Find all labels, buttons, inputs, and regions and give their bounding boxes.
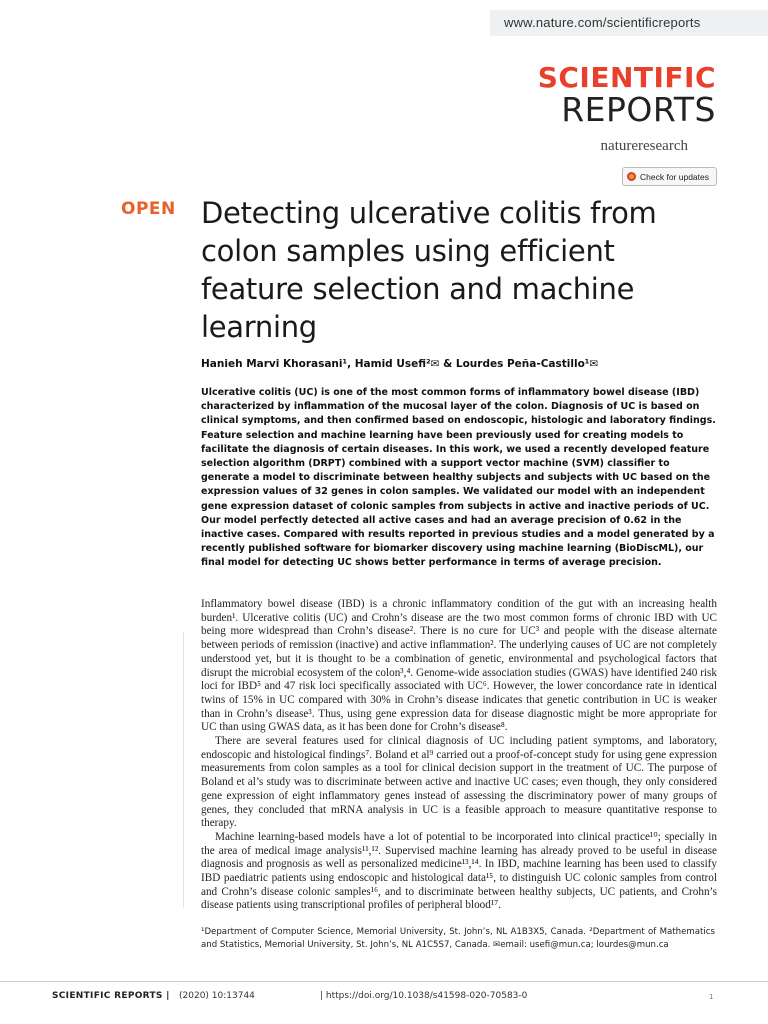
open-access-label: OPEN (121, 199, 176, 219)
abstract: Ulcerative colitis (UC) is one of the most common forms of inflammatory bowel disease (IBD) characterized by inflammation of the mucosal layer of the colon. Diagnosis of UC is based on clinical symptoms, and then confirmed based on endoscopic, histologic and laboratory findings. Feature selection and machine learning have been previously used for creating models to facilitate the diagnosis of certain diseases. In this work, we used a recently developed feature selection algorithm (DRPT) combined with a support vector machine (SVM) classifier to generate a model to discriminate between healthy subjects and subjects with UC based on the expression values of 32 genes in colon samples. We validated our model with an independent gene expression dataset of colonic samples from subjects in active and inactive periods of UC. Our model perfectly detected all active cases and had an average precision of 0.62 in the inactive cases. Compared with results reported in previous studies and a model generated by a recently published software for biomarker discovery using machine learning (BioDiscML), our final model for detecting UC shows better performance in terms of average precision. (201, 387, 716, 569)
footer-doi-link[interactable]: | https://doi.org/10.1038/s41598-020-70583-0 (320, 991, 528, 1001)
journal-logo (537, 61, 716, 129)
publisher-name-b: research (638, 138, 688, 154)
margin-divider (183, 632, 184, 908)
affiliations: ¹Department of Computer Science, Memorial University, St. John’s, NL A1B3X5, Canada. ²Department of Mathematics and Statistics, Memorial University, St. John’s, NL A1C5S7, Canada. ✉email: usefi@mun.ca; lourdes@mun.ca (201, 927, 715, 950)
page-number: 1 (709, 993, 714, 1001)
author-list: Hanieh Marvi Khorasani¹, Hamid Usefi²✉ & Lourdes Peña-Castillo¹✉ (201, 358, 599, 370)
footer-citation: (2020) 10:13744 (179, 991, 255, 1001)
journal-logo-line2: REPORTS (561, 90, 716, 129)
check-for-updates-label: Check for updates (640, 171, 709, 182)
paragraph: Machine learning-based models have a lot of potential to be incorporated into clinical practice¹⁰; specially in the area of medical image analysis¹¹,¹². Supervised machine learning has already proved to be useful in disease diagnosis and prognosis as well as personalized medicine¹³,¹⁴. In IBD, machine learning has been used to classify IBD paediatric patients using endoscopic and histological data¹⁵, to distinguish UC colonic samples from control and Crohn’s disease colonic samples¹⁶, and to discriminate between healthy subjects, UC patients, and Crohn’s disease patients using transcriptional profiles of peripheral blood¹⁷. (201, 830, 717, 912)
check-for-updates-button[interactable] (622, 167, 717, 186)
footer-journal: SCIENTIFIC REPORTS | (52, 991, 170, 1001)
publisher-name-a: nature (600, 138, 639, 154)
publisher-logo (601, 138, 688, 155)
main-text (201, 598, 717, 913)
journal-url[interactable]: www.nature.com/scientificreports (504, 15, 701, 30)
journal-logo-line1: SCIENTIFIC (537, 61, 716, 94)
paragraph: Inflammatory bowel disease (IBD) is a chronic inflammatory condition of the gut with an increasing health burden¹. Ulcerative colitis (UC) and Crohn’s disease are the two most common forms of chronic IBD with UC being more widespread than Crohn’s disease². There is no cure for UC³ and people with the disease alternate between periods of remission (inactive) and active inflammation². The underlying causes of UC are not completely understood yet, but it is thought to be a combination of genetic, environmental and psychological factors that disrupt the microbial ecosystem of the colon³,⁴. Genome-wide association studies (GWAS) have identified 240 risk loci for IBD⁵ and 47 risk loci specifically associated with UC⁶. However, the lower concordance rate in identical twins of 15% in UC compared with 30% in Crohn’s disease indicates that genetic contribution in UC is weaker than in Crohn’s disease³. Thus, using gene expression data for disease diagnostic might be more appropriate for UC than using GWAS data, as it has been done for Crohn’s disease⁸. (201, 598, 717, 734)
article-title: Detecting ulcerative colitis from colon samples using efficient feature selection and machine learning (201, 196, 657, 344)
crossmark-icon (627, 172, 636, 181)
footer-divider (0, 981, 768, 982)
journal-url-bar (490, 10, 768, 36)
paragraph: There are several features used for clinical diagnosis of UC including patient symptoms, and laboratory, endoscopic and histological findings⁷. Boland et al⁹ carried out a proof-of-concept study for using gene expression measurements from colon samples as a tool for clinical decision support in the treatment of UC. The purpose of Boland et al’s study was to discriminate between active and inactive UC cases; even though, they only considered gene expression of eight inflammatory genes instead of assessing the discriminatory power of many groups of genes, they concluded that mRNA analysis in UC is a feasible approach to measure quantitative response to therapy. (201, 735, 717, 830)
